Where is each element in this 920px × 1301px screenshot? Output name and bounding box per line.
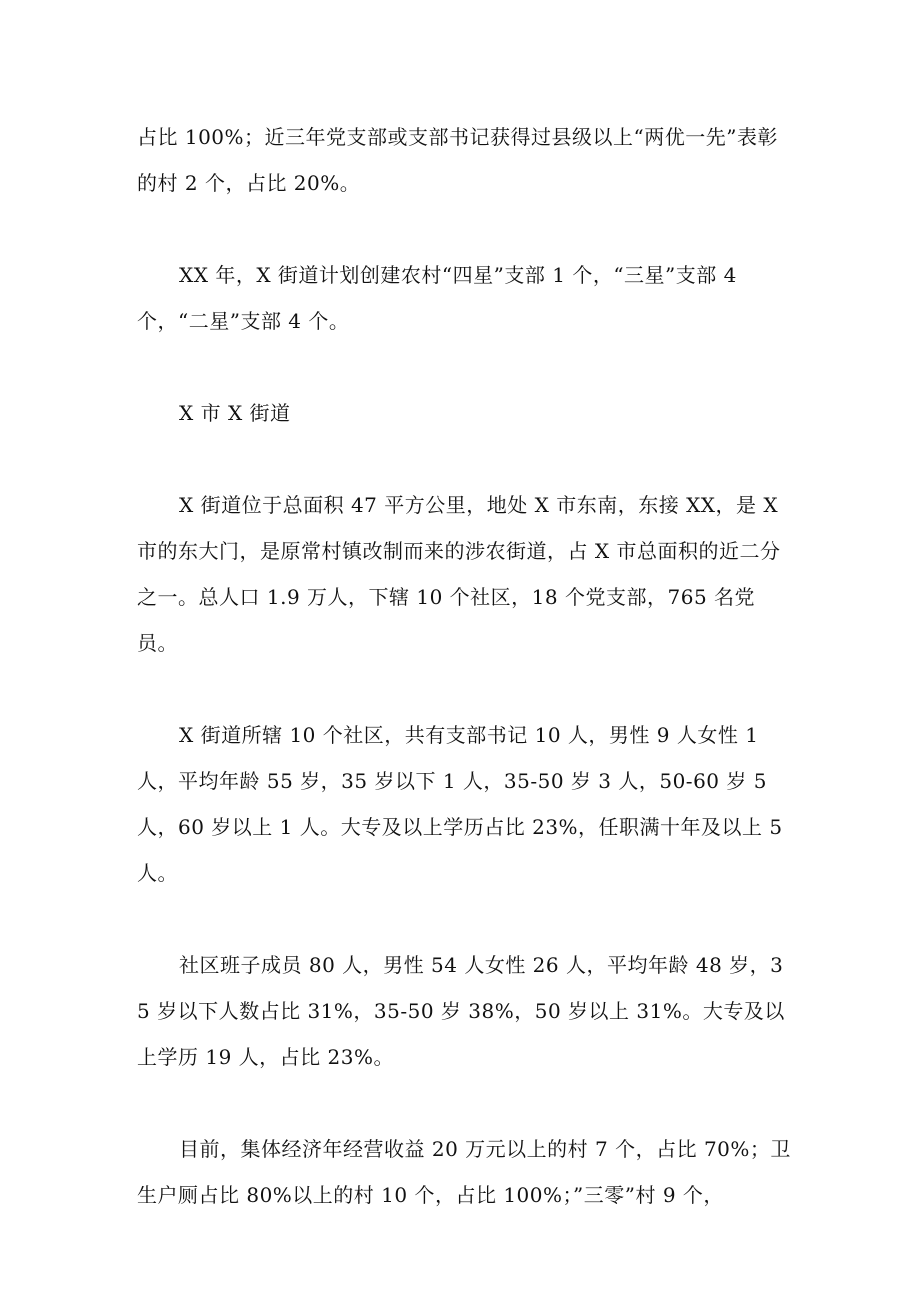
paragraph-plan: XX 年，X 街道计划创建农村“四星”支部 1 个，“三星”支部 4 个，“二星”支部 4 个。	[137, 263, 737, 333]
section-heading: X 市 X 街道	[179, 401, 291, 425]
paragraph-economy: 目前，集体经济年经营收益 20 万元以上的村 7 个，占比 70%；卫生户厕占比 80%以上的村 10 个，占比 100%；”三零”村 9 个，	[137, 1137, 791, 1207]
document-body	[137, 114, 792, 1264]
paragraph-overview: X 街道位于总面积 47 平方公里，地处 X 市东南，东接 XX，是 X 市的东大门，是原常村镇改制而来的涉农街道，占 X 市总面积的近二分之一。总人口 1.9 万人，下辖 10 个社区，18 个党支部，765 名党员。	[137, 493, 781, 655]
paragraph-secretaries: X 街道所辖 10 个社区，共有支部书记 10 人，男性 9 人女性 1 人，平均年龄 55 岁，35 岁以下 1 人，35-50 岁 3 人，50-60 岁 5 人，60 岁以上 1 人。大专及以上学历占比 23%，任职满十年及以上 5 人。	[137, 723, 783, 885]
paragraph-committee: 社区班子成员 80 人，男性 54 人女性 26 人，平均年龄 48 岁，35 岁以下人数占比 31%，35-50 岁 38%，50 岁以上 31%。大专及以上学历 19 人，占比 23%。	[137, 953, 785, 1069]
paragraph-continuation: 占比 100%；近三年党支部或支部书记获得过县级以上“两优一先”表彰的村 2 个，占比 20%。	[137, 125, 778, 195]
